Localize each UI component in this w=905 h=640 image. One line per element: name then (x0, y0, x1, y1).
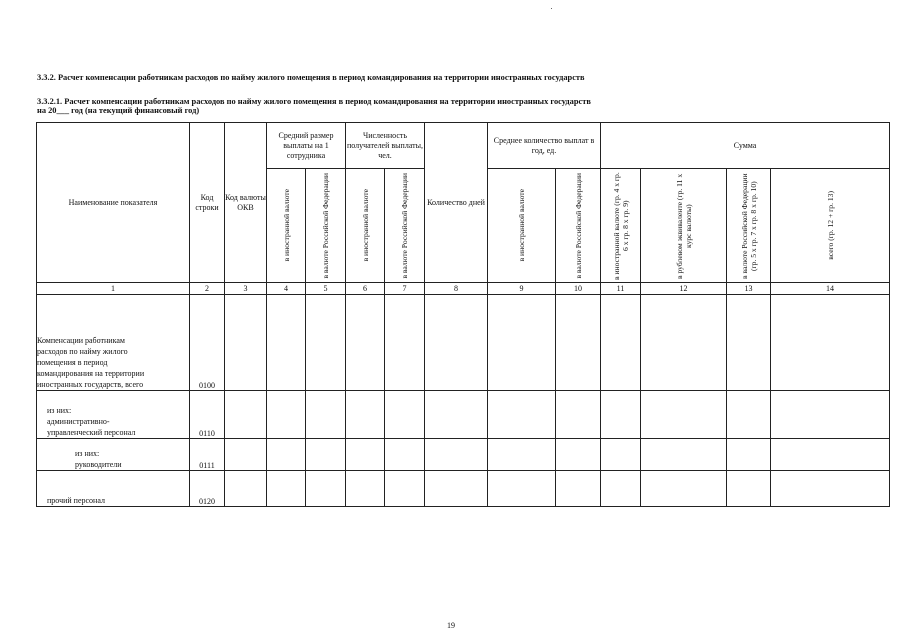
value-cell[interactable] (641, 471, 727, 507)
value-cell[interactable] (306, 471, 346, 507)
header-col9-label: в иностранной валюте (517, 189, 527, 262)
row-name-line: Компенсации работникам (37, 336, 125, 345)
header-col7 (385, 169, 425, 283)
column-number-row (37, 283, 890, 295)
value-cell[interactable] (488, 391, 556, 439)
header-col7-label: в валюте Российской Федерации (400, 172, 410, 279)
row-name (37, 439, 190, 471)
column-number: 13 (727, 283, 771, 295)
scan-dot (551, 8, 552, 9)
value-cell[interactable] (267, 471, 306, 507)
value-cell[interactable] (225, 439, 267, 471)
header-col14 (771, 169, 890, 283)
row-code: 0100 (190, 295, 225, 391)
header-col14-label: всего (гр. 12 + гр. 13) (825, 191, 835, 260)
value-cell[interactable] (267, 295, 306, 391)
header-col5 (306, 169, 346, 283)
table-row (37, 391, 890, 439)
value-cell[interactable] (385, 295, 425, 391)
column-number: 8 (425, 283, 488, 295)
value-cell[interactable] (488, 439, 556, 471)
column-number: 10 (556, 283, 601, 295)
header-col12 (641, 169, 727, 283)
row-code: 0111 (190, 439, 225, 471)
value-cell[interactable] (556, 295, 601, 391)
value-cell[interactable] (225, 295, 267, 391)
row-code: 0120 (190, 471, 225, 507)
row-name-line: административно- (47, 417, 110, 426)
value-cell[interactable] (641, 439, 727, 471)
value-cell[interactable] (488, 295, 556, 391)
value-cell[interactable] (425, 439, 488, 471)
value-cell[interactable] (385, 471, 425, 507)
value-cell[interactable] (641, 391, 727, 439)
value-cell[interactable] (346, 439, 385, 471)
value-cell[interactable] (425, 471, 488, 507)
section-title: 3.3.2. Расчет компенсации работникам расходов по найму жилого помещения в период командирования на территории иностранных государств (37, 73, 585, 82)
header-avg-count: Среднее количество выплат в год, ед. (488, 123, 601, 169)
header-col9 (488, 169, 556, 283)
column-number: 14 (771, 283, 890, 295)
header-name: Наименование показателя (37, 123, 190, 283)
header-col10 (556, 169, 601, 283)
value-cell[interactable] (771, 391, 890, 439)
table-row (37, 471, 890, 507)
value-cell[interactable] (306, 439, 346, 471)
row-name (37, 295, 190, 391)
compensation-table (36, 122, 890, 507)
header-col11-label: в иностранной валюте (гр. 4 х гр. 6 х гр. 8 х гр. 9) (611, 171, 630, 280)
value-cell[interactable] (771, 439, 890, 471)
row-name-line: помещения в период (37, 358, 108, 367)
header-col13 (727, 169, 771, 283)
subsection-year: на 20___ год (на текущий финансовый год) (37, 106, 200, 115)
row-name-line: прочий персонал (47, 496, 105, 505)
value-cell[interactable] (425, 295, 488, 391)
value-cell[interactable] (385, 391, 425, 439)
value-cell[interactable] (771, 295, 890, 391)
column-number: 2 (190, 283, 225, 295)
header-col11 (601, 169, 641, 283)
value-cell[interactable] (346, 471, 385, 507)
column-number: 5 (306, 283, 346, 295)
value-cell[interactable] (727, 471, 771, 507)
value-cell[interactable] (306, 295, 346, 391)
page-number: 19 (447, 621, 455, 630)
header-col5-label: в валюте Российской Федерации (321, 172, 330, 279)
row-name (37, 471, 190, 507)
header-col12-label: в рублевом эквиваленте (гр. 11 х курс валюты) (674, 172, 693, 279)
row-name-line: иностранных государств, всего (37, 380, 144, 389)
value-cell[interactable] (225, 471, 267, 507)
value-cell[interactable] (267, 439, 306, 471)
column-number: 4 (267, 283, 306, 295)
header-recipients: Численность получателей выплаты, чел. (346, 123, 425, 169)
value-cell[interactable] (601, 295, 641, 391)
column-number: 1 (37, 283, 190, 295)
value-cell[interactable] (225, 391, 267, 439)
subsection-title: 3.3.2.1. Расчет компенсации работникам расходов по найму жилого помещения в период командирования на территории иностранных государств (37, 97, 591, 106)
header-col6-label: в иностранной валюте (360, 189, 370, 262)
row-name-line: управленческий персонал (47, 428, 136, 437)
header-col10-label: в валюте Российской Федерации (573, 172, 583, 279)
header-avg-payment: Средний размер выплаты на 1 сотрудника (267, 123, 346, 169)
header-col4-label: в иностранной валюте (281, 189, 291, 262)
header-col4 (267, 169, 306, 283)
value-cell[interactable] (556, 439, 601, 471)
row-code: 0110 (190, 391, 225, 439)
header-sum: Сумма (601, 123, 890, 169)
header-days: Количество дней (425, 123, 488, 283)
value-cell[interactable] (385, 439, 425, 471)
row-name-line: расходов по найму жилого (37, 347, 128, 356)
column-number: 9 (488, 283, 556, 295)
row-name-line: из них: (47, 406, 72, 415)
table-row (37, 439, 890, 471)
value-cell[interactable] (488, 471, 556, 507)
value-cell[interactable] (727, 439, 771, 471)
column-number: 7 (385, 283, 425, 295)
value-cell[interactable] (727, 391, 771, 439)
value-cell[interactable] (601, 471, 641, 507)
row-name-line: руководители (75, 460, 122, 469)
value-cell[interactable] (727, 295, 771, 391)
header-code: Код строки (190, 123, 225, 283)
value-cell[interactable] (771, 471, 890, 507)
column-number: 12 (641, 283, 727, 295)
column-number: 3 (225, 283, 267, 295)
header-col13-label: в валюте Российской Федерации (гр. 5 х гр. 7 х гр. 8 х гр. 10) (739, 172, 758, 279)
row-name (37, 391, 190, 439)
value-cell[interactable] (601, 439, 641, 471)
value-cell[interactable] (601, 391, 641, 439)
table-row (37, 295, 890, 391)
row-name-line: командирования на территории (37, 369, 145, 378)
value-cell[interactable] (346, 295, 385, 391)
column-number: 11 (601, 283, 641, 295)
value-cell[interactable] (641, 295, 727, 391)
value-cell[interactable] (267, 391, 306, 439)
header-col6 (346, 169, 385, 283)
row-name-line: из них: (75, 449, 100, 458)
header-okv: Код валюты ОКВ (225, 123, 267, 283)
table-body (37, 295, 890, 507)
column-number: 6 (346, 283, 385, 295)
value-cell[interactable] (425, 391, 488, 439)
value-cell[interactable] (556, 391, 601, 439)
value-cell[interactable] (306, 391, 346, 439)
value-cell[interactable] (346, 391, 385, 439)
value-cell[interactable] (556, 471, 601, 507)
